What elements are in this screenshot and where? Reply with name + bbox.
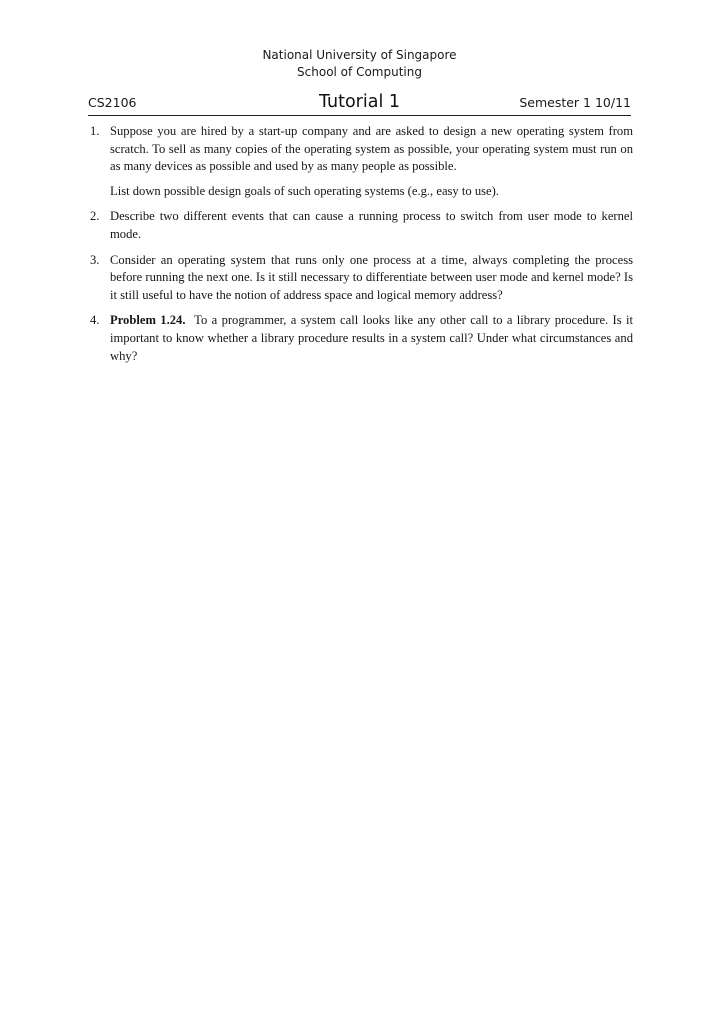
question-text: Suppose you are hired by a start-up company and are asked to design a new operating system from scratch. To sell as many copies of the operating system as possible, your operating system must run on as many devices as possible and used by as many people as possible. bbox=[110, 124, 633, 174]
question-text-with-lead bbox=[110, 312, 633, 365]
question-text: Describe two different events that can cause a running process to switch from user mode to kernel mode. bbox=[110, 209, 633, 241]
question-item-2 bbox=[88, 208, 633, 243]
semester-label: Semester 1 10/11 bbox=[519, 95, 631, 110]
school-name: School of Computing bbox=[297, 65, 422, 79]
question-number: 4. bbox=[90, 313, 100, 328]
question-text: To a programmer, a system call looks like any other call to a library procedure. Is it important to know whether a library procedure results in a system call? Under what circumstances and why? bbox=[110, 313, 633, 363]
question-number: 1. bbox=[90, 124, 100, 138]
title-row bbox=[88, 82, 631, 112]
course-code: CS2106 bbox=[88, 95, 137, 110]
question-list bbox=[88, 123, 633, 373]
question-number: 2. bbox=[90, 209, 100, 224]
problem-reference: Problem 1.24. bbox=[110, 313, 186, 328]
question-text: List down possible design goals of such operating systems (e.g., easy to use). bbox=[110, 183, 499, 198]
institution-name: National University of Singapore bbox=[262, 48, 457, 62]
question-item-4 bbox=[88, 312, 633, 365]
question-number: 3. bbox=[90, 252, 100, 267]
question-item-1 bbox=[88, 123, 633, 200]
header-divider bbox=[88, 115, 631, 116]
question-item-3 bbox=[88, 252, 633, 305]
document-header bbox=[88, 47, 631, 116]
question-text: Consider an operating system that runs only one process at a time, always completing the process before running the next one. Is it still necessary to differentiate between user mode and kernel mode? Is it still useful to have the notion of address space and logical memory address? bbox=[110, 252, 633, 302]
page-title: Tutorial 1 bbox=[318, 92, 401, 112]
